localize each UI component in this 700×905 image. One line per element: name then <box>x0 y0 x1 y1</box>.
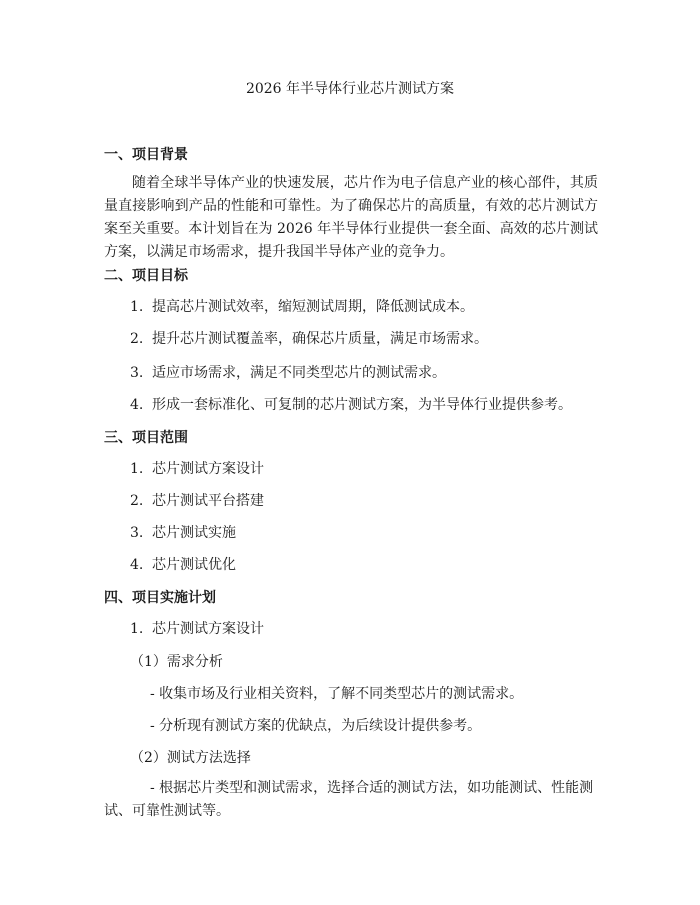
bullet-item: - 根据芯片类型和测试需求，选择合适的测试方法，如功能测试、性能测试、可靠性测试等。 <box>104 780 594 819</box>
section-heading-scope: 三、项目范围 <box>104 430 188 446</box>
list-item-text: 芯片测试优化 <box>152 557 236 573</box>
list-item-number: 1. <box>130 299 144 315</box>
list-item <box>130 297 474 317</box>
list-item-number: 3. <box>130 525 144 541</box>
section-heading-goals: 二、项目目标 <box>104 268 188 284</box>
list-item-text: 形成一套标准化、可复制的芯片测试方案，为半导体行业提供参考。 <box>152 397 572 413</box>
list-item <box>130 395 572 415</box>
bullet-item: - 分析现有测试方案的优缺点，为后续设计提供参考。 <box>150 718 482 734</box>
list-item-number: 4. <box>130 397 144 413</box>
section-heading-background: 一、项目背景 <box>104 147 188 163</box>
list-item-number: 1. <box>130 461 144 477</box>
subheading-requirements: （1）需求分析 <box>130 654 223 670</box>
list-item-number: 4. <box>130 557 144 573</box>
list-item-text: 提高芯片测试效率，缩短测试周期，降低测试成本。 <box>152 299 474 315</box>
list-item-number: 3. <box>130 365 144 381</box>
subheading-test-methods: （2）测试方法选择 <box>130 750 251 766</box>
background-paragraph: 随着全球半导体产业的快速发展，芯片作为电子信息产业的核心部件，其质量直接影响到产品的性能和可靠性。为了确保芯片的高质量，有效的芯片测试方案至关重要。本计划旨在为 2026 年半导体行业提供一套全面、高效的芯片测试方案，以满足市场需求，提升我国半导体产业的竞争力。 <box>104 175 598 260</box>
list-item-number: 2. <box>130 493 144 509</box>
document-title: 2026 年半导体行业芯片测试方案 <box>245 81 455 97</box>
list-item-number: 1. <box>130 621 144 637</box>
list-item <box>130 329 488 349</box>
list-item-text: 芯片测试实施 <box>152 525 236 541</box>
list-item-text: 适应市场需求，满足不同类型芯片的测试需求。 <box>152 365 446 381</box>
list-item-text: 芯片测试方案设计 <box>152 621 264 637</box>
list-item <box>130 363 446 383</box>
bullet-item: - 收集市场及行业相关资料，了解不同类型芯片的测试需求。 <box>150 686 524 702</box>
list-item <box>130 555 236 575</box>
section-heading-plan: 四、项目实施计划 <box>104 590 216 606</box>
list-item <box>130 619 264 639</box>
list-item <box>130 523 236 543</box>
list-item <box>130 459 264 479</box>
list-item-text: 芯片测试平台搭建 <box>152 493 264 509</box>
list-item <box>130 491 264 511</box>
list-item-text: 芯片测试方案设计 <box>152 461 264 477</box>
list-item-number: 2. <box>130 331 144 347</box>
list-item-text: 提升芯片测试覆盖率，确保芯片质量，满足市场需求。 <box>152 331 488 347</box>
